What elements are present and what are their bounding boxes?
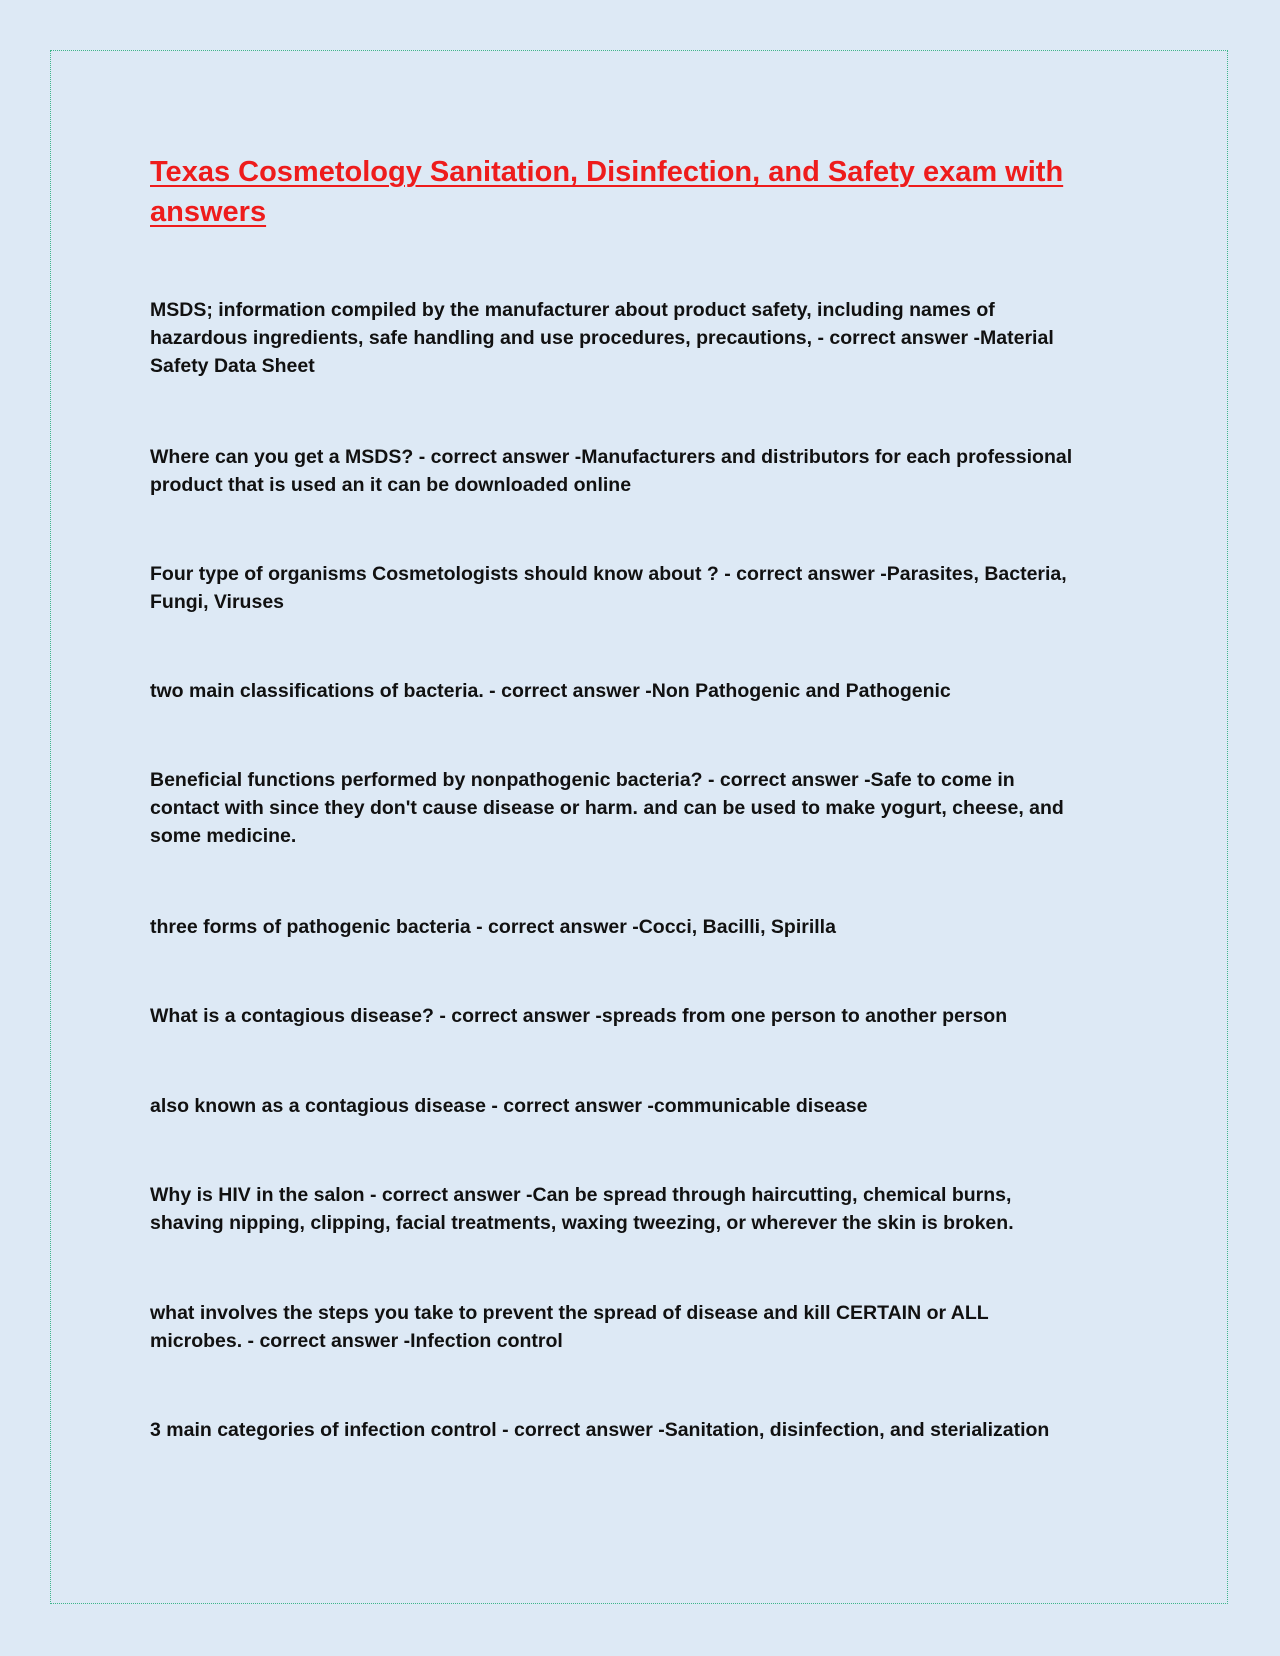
qa-item: MSDS; information compiled by the manufacturer about product safety, including names of hazardous ingredients, safe handling and use procedures, precautions, - correct answer -Material Safety Data Sheet <box>150 299 1054 377</box>
qa-item: What is a contagious disease? - correct answer -spreads from one person to another person <box>150 1005 1008 1027</box>
qa-item: Why is HIV in the salon - correct answer -Can be spread through haircutting, chemical burns, shaving nipping, clipping, facial treatments, waxing tweezing, or wherever the skin is broken. <box>150 1184 1014 1234</box>
qa-item: Beneficial functions performed by nonpathogenic bacteria? - correct answer -Safe to come in contact with since they don't cause disease or harm. and can be used to make yogurt, cheese, and some medicine. <box>150 769 1064 847</box>
qa-item: 3 main categories of infection control - correct answer -Sanitation, disinfection, and sterialization <box>150 1419 1050 1441</box>
qa-item: also known as a contagious disease - correct answer -communicable disease <box>150 1095 868 1117</box>
page-title: Texas Cosmetology Sanitation, Disinfection, and Safety exam with answers <box>150 156 1064 228</box>
qa-item: what involves the steps you take to prevent the spread of disease and kill CERTAIN or ALL microbes. - correct answer -Infection control <box>150 1302 989 1352</box>
document-body <box>150 152 1140 232</box>
qa-item: two main classifications of bacteria. - correct answer -Non Pathogenic and Pathogenic <box>150 680 951 702</box>
qa-item: Four type of organisms Cosmetologists should know about ? - correct answer -Parasites, Bacteria, Fungi, Viruses <box>150 563 1067 613</box>
qa-item: Where can you get a MSDS? - correct answer -Manufacturers and distributors for each professional product that is used an it can be downloaded online <box>150 446 1073 496</box>
qa-item: three forms of pathogenic bacteria - correct answer -Cocci, Bacilli, Spirilla <box>150 916 836 938</box>
